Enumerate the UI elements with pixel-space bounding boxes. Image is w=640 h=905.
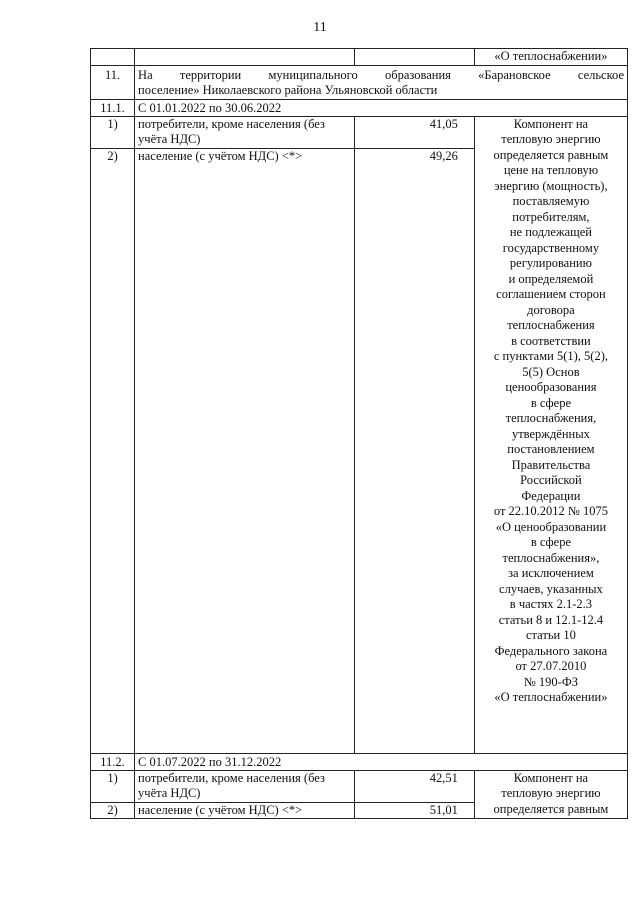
- consumer-name: потребители, кроме населения (без учёта НДС): [135, 116, 355, 148]
- note-line: случаев, указанных: [499, 581, 603, 596]
- row-number: 2): [91, 148, 135, 753]
- note-line: от 22.10.2012 № 1075: [493, 504, 608, 518]
- note-line: статьи 10: [525, 628, 576, 642]
- section-title-line: На территории муниципального образования «Барановское сельское: [138, 67, 624, 82]
- tariff-value: 41,05: [355, 116, 475, 148]
- note-line: энергию (мощность),: [494, 178, 608, 193]
- note-line: договора: [527, 302, 575, 317]
- row-number: 2): [91, 802, 135, 819]
- table-row: [91, 770, 628, 802]
- note-line: в частях 2.1-2.3: [509, 597, 593, 611]
- continued-note: «О теплоснабжении»: [474, 49, 627, 66]
- note-line: Российской: [520, 473, 582, 487]
- tariff-value: 51,01: [355, 802, 475, 819]
- note-line: поставляемую: [512, 194, 590, 208]
- note-line: в сфере: [530, 395, 572, 410]
- tariff-table: [90, 48, 628, 819]
- note-line: с пунктами 5(1), 5(2),: [493, 349, 608, 363]
- consumer-name: население (с учётом НДС) <*>: [135, 148, 355, 753]
- section-title: [135, 65, 628, 99]
- period-label: С 01.01.2022 по 30.06.2022: [135, 99, 628, 116]
- note-line: тепловую энергию: [501, 786, 601, 800]
- note-line: № 190-ФЗ: [523, 674, 578, 689]
- note-line: регулированию: [509, 256, 592, 270]
- note-line: постановлением: [507, 442, 595, 456]
- note-line: тепловую энергию: [501, 132, 601, 146]
- note-line: государственному: [502, 240, 600, 255]
- component-note: [474, 116, 627, 753]
- period-row: [91, 753, 628, 770]
- section-row: [91, 65, 628, 99]
- period-row: [91, 99, 628, 116]
- note-line: не подлежащей: [509, 225, 592, 239]
- page-number: 11: [313, 20, 327, 35]
- note-line: теплоснабжения: [507, 318, 595, 332]
- consumer-name: потребители, кроме населения (без учёта НДС): [135, 770, 355, 802]
- note-line: утверждённых: [511, 426, 590, 441]
- component-note: [474, 770, 627, 819]
- note-line: определяется равным: [493, 801, 609, 816]
- table-row: [91, 49, 628, 66]
- note-line: в соответствии: [511, 333, 591, 348]
- note-line: Правительства: [511, 457, 591, 472]
- table-row: [91, 116, 628, 148]
- tariff-value: 42,51: [355, 770, 475, 802]
- note-line: ценообразования: [505, 380, 597, 394]
- note-line: Компонент на: [513, 116, 589, 131]
- period-number: 11.2.: [91, 753, 135, 770]
- note-line: статьи 8 и 12.1-12.4: [498, 612, 604, 627]
- note-line: теплоснабжения»,: [502, 550, 600, 565]
- note-line: Федерации: [521, 488, 581, 503]
- note-line: Федерального закона: [494, 643, 608, 658]
- note-line: 5(5) Основ: [522, 364, 580, 379]
- note-line: цене на тепловую: [503, 163, 599, 177]
- note-line: и определяемой: [508, 271, 594, 286]
- note-line: от 27.07.2010: [515, 659, 587, 673]
- note-line: «О ценообразовании: [495, 519, 607, 534]
- section-number: 11.: [91, 65, 135, 99]
- note-line: определяется равным: [493, 147, 609, 162]
- tariff-value: 49,26: [355, 148, 475, 753]
- note-line: за исключением: [508, 566, 594, 580]
- consumer-name: население (с учётом НДС) <*>: [135, 802, 355, 819]
- note-line: потребителям,: [512, 209, 590, 224]
- row-number: 1): [91, 770, 135, 802]
- note-line: в сфере: [530, 535, 572, 549]
- note-line: Компонент на: [513, 770, 589, 785]
- section-title-line: поселение» Николаевского района Ульяновской области: [138, 83, 438, 97]
- note-line: теплоснабжения,: [505, 411, 597, 425]
- note-line: соглашением сторон: [496, 287, 606, 301]
- row-number: 1): [91, 116, 135, 148]
- period-number: 11.1.: [91, 99, 135, 116]
- note-line: «О теплоснабжении»: [494, 690, 608, 704]
- period-label: С 01.07.2022 по 31.12.2022: [135, 753, 628, 770]
